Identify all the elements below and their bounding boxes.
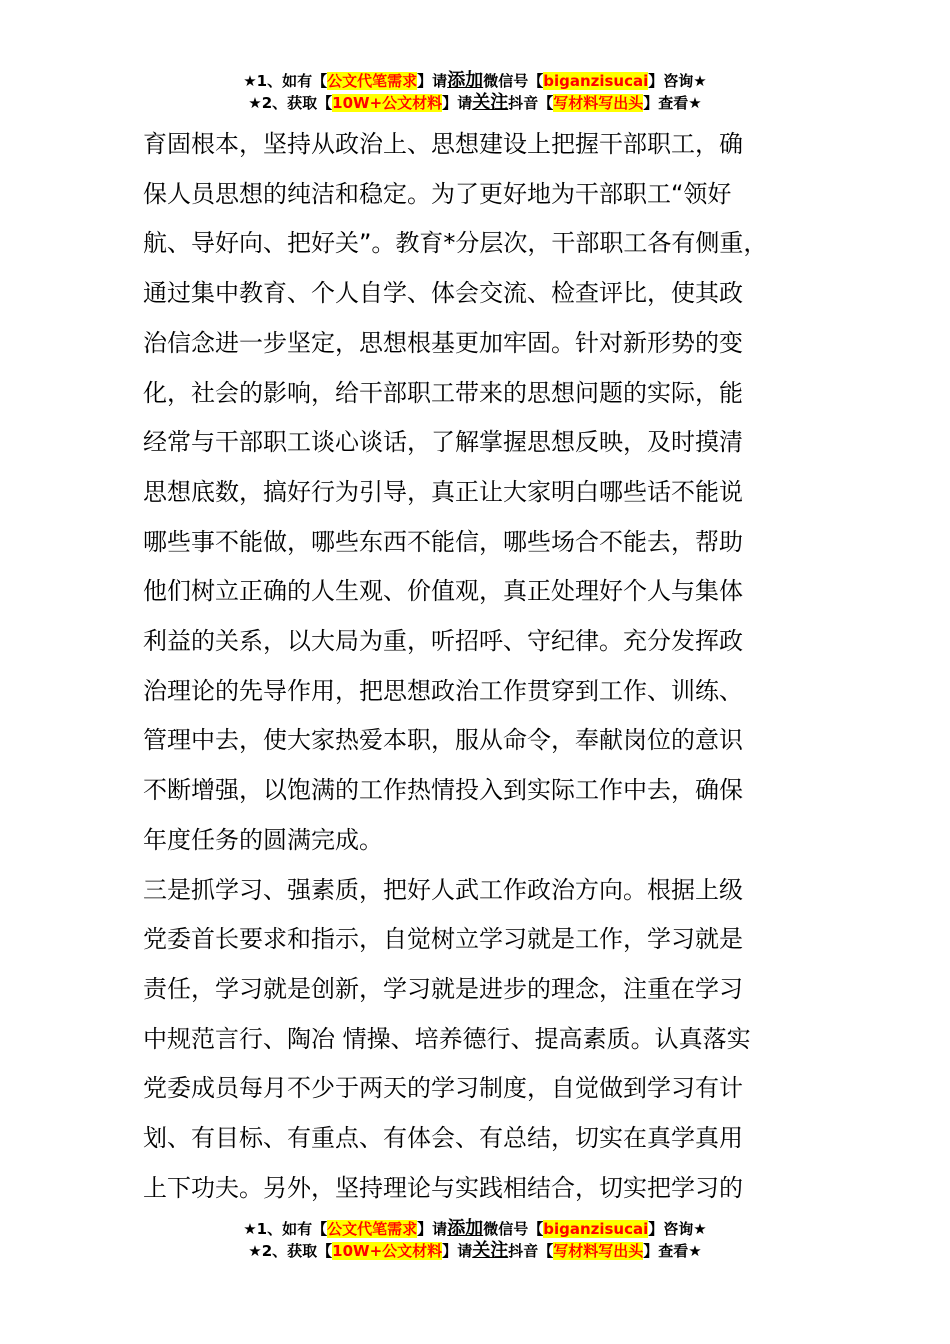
footer-banner — [0, 1218, 950, 1262]
banner-emphasis: 关注 — [472, 1240, 509, 1261]
highlight-service: 公文代笔需求 — [327, 1220, 418, 1238]
highlight-wechat-id: biganzisucai — [543, 1220, 649, 1238]
banner-line-2 — [0, 1240, 950, 1262]
banner-emphasis: 添加 — [447, 70, 484, 91]
body-line: 他们树立正确的人生观、价值观，真正处理好个人与集体 — [143, 577, 743, 606]
banner-line-1 — [0, 70, 950, 92]
banner-line-2 — [0, 92, 950, 114]
banner-text: 抖音 — [508, 94, 539, 112]
highlight-materials: 10W+公文材料 — [332, 94, 443, 112]
banner-emphasis: 关注 — [472, 92, 509, 113]
body-line: 经常与干部职工谈心谈话，了解掌握思想反映，及时摸清 — [143, 428, 743, 457]
body-line: 不断增强，以饱满的工作热情投入到实际工作中去，确保 — [143, 776, 743, 805]
bracket: 【 — [528, 72, 544, 90]
bracket: 【 — [312, 72, 328, 90]
body-line: 划、有目标、有重点、有体会、有总结，切实在真学真用 — [143, 1124, 743, 1153]
body-line: 利益的关系，以大局为重，听招呼、守纪律。充分发挥政 — [143, 627, 743, 656]
body-line: 中规范言行、陶冶 情操、培养德行、提高素质。认真落实 — [143, 1024, 751, 1053]
banner-emphasis: 添加 — [447, 1218, 484, 1239]
bracket: 【 — [528, 1220, 544, 1238]
body-line: 保人员思想的纯洁和稳定。为了更好地为干部职工“领好 — [143, 179, 732, 208]
banner-text: ★2、获取 — [248, 94, 318, 112]
bracket: 】 — [417, 1220, 433, 1238]
highlight-service: 公文代笔需求 — [327, 72, 418, 90]
banner-text: 查看★ — [658, 1242, 702, 1260]
banner-text: 咨询★ — [663, 1220, 707, 1238]
highlight-douyin: 写材料写出头 — [553, 94, 644, 112]
highlight-materials: 10W+公文材料 — [332, 1242, 443, 1260]
bracket: 】 — [417, 72, 433, 90]
banner-text: ★1、如有 — [243, 72, 313, 90]
bracket: 【 — [312, 1220, 328, 1238]
body-line: 哪些事不能做，哪些东西不能信，哪些场合不能去，帮助 — [143, 527, 743, 556]
banner-text: ★1、如有 — [243, 1220, 313, 1238]
banner-text: 微信号 — [483, 72, 529, 90]
body-line: 思想底数，搞好行为引导，真正让大家明白哪些话不能说 — [143, 477, 743, 506]
banner-text: 微信号 — [483, 1220, 529, 1238]
header-banner — [0, 70, 950, 114]
document-body — [143, 120, 833, 1213]
bracket: 【 — [538, 94, 554, 112]
bracket: 【 — [538, 1242, 554, 1260]
body-line: 责任，学习就是创新，学习就是进步的理念，注重在学习 — [143, 974, 743, 1003]
body-line: 通过集中教育、个人自学、体会交流、检查评比，使其政 — [143, 279, 743, 308]
body-line: 治信念进一步坚定，思想根基更加牢固。针对新形势的变 — [143, 328, 743, 357]
body-line: 年度任务的圆满完成。 — [143, 825, 383, 854]
banner-text: 请 — [432, 72, 448, 90]
banner-text: 咨询★ — [663, 72, 707, 90]
bracket: 】 — [648, 72, 664, 90]
body-line: 党委首长要求和指示，自觉树立学习就是工作，学习就是 — [143, 925, 743, 954]
banner-text: 抖音 — [508, 1242, 539, 1260]
bracket: 【 — [317, 1242, 333, 1260]
bracket: 】 — [648, 1220, 664, 1238]
banner-text: ★2、获取 — [248, 1242, 318, 1260]
body-line: 治理论的先导作用，把思想政治工作贯穿到工作、训练、 — [143, 676, 743, 705]
body-line: 管理中去，使大家热爱本职，服从命令，奉献岗位的意识 — [143, 726, 743, 755]
body-line: 上下功夫。另外，坚持理论与实践相结合，切实把学习的 — [143, 1173, 743, 1202]
banner-text: 请 — [432, 1220, 448, 1238]
bracket: 】 — [442, 1242, 458, 1260]
bracket: 【 — [317, 94, 333, 112]
body-line: 三是抓学习、强素质，把好人武工作政治方向。根据上级 — [143, 875, 743, 904]
banner-line-1 — [0, 1218, 950, 1240]
bracket: 】 — [643, 94, 659, 112]
highlight-wechat-id: biganzisucai — [543, 72, 649, 90]
banner-text: 请 — [457, 1242, 473, 1260]
bracket: 】 — [442, 94, 458, 112]
body-line: 党委成员每月不少于两天的学习制度，自觉做到学习有计 — [143, 1074, 743, 1103]
body-line: 航、导好向、把好关”。教育*分层次，干部职工各有侧重， — [143, 229, 768, 258]
body-line: 化，社会的影响，给干部职工带来的思想问题的实际，能 — [143, 378, 743, 407]
banner-text: 查看★ — [658, 94, 702, 112]
banner-text: 请 — [457, 94, 473, 112]
highlight-douyin: 写材料写出头 — [553, 1242, 644, 1260]
bracket: 】 — [643, 1242, 659, 1260]
body-line: 育固根本，坚持从政治上、思想建设上把握干部职工，确 — [143, 130, 743, 158]
